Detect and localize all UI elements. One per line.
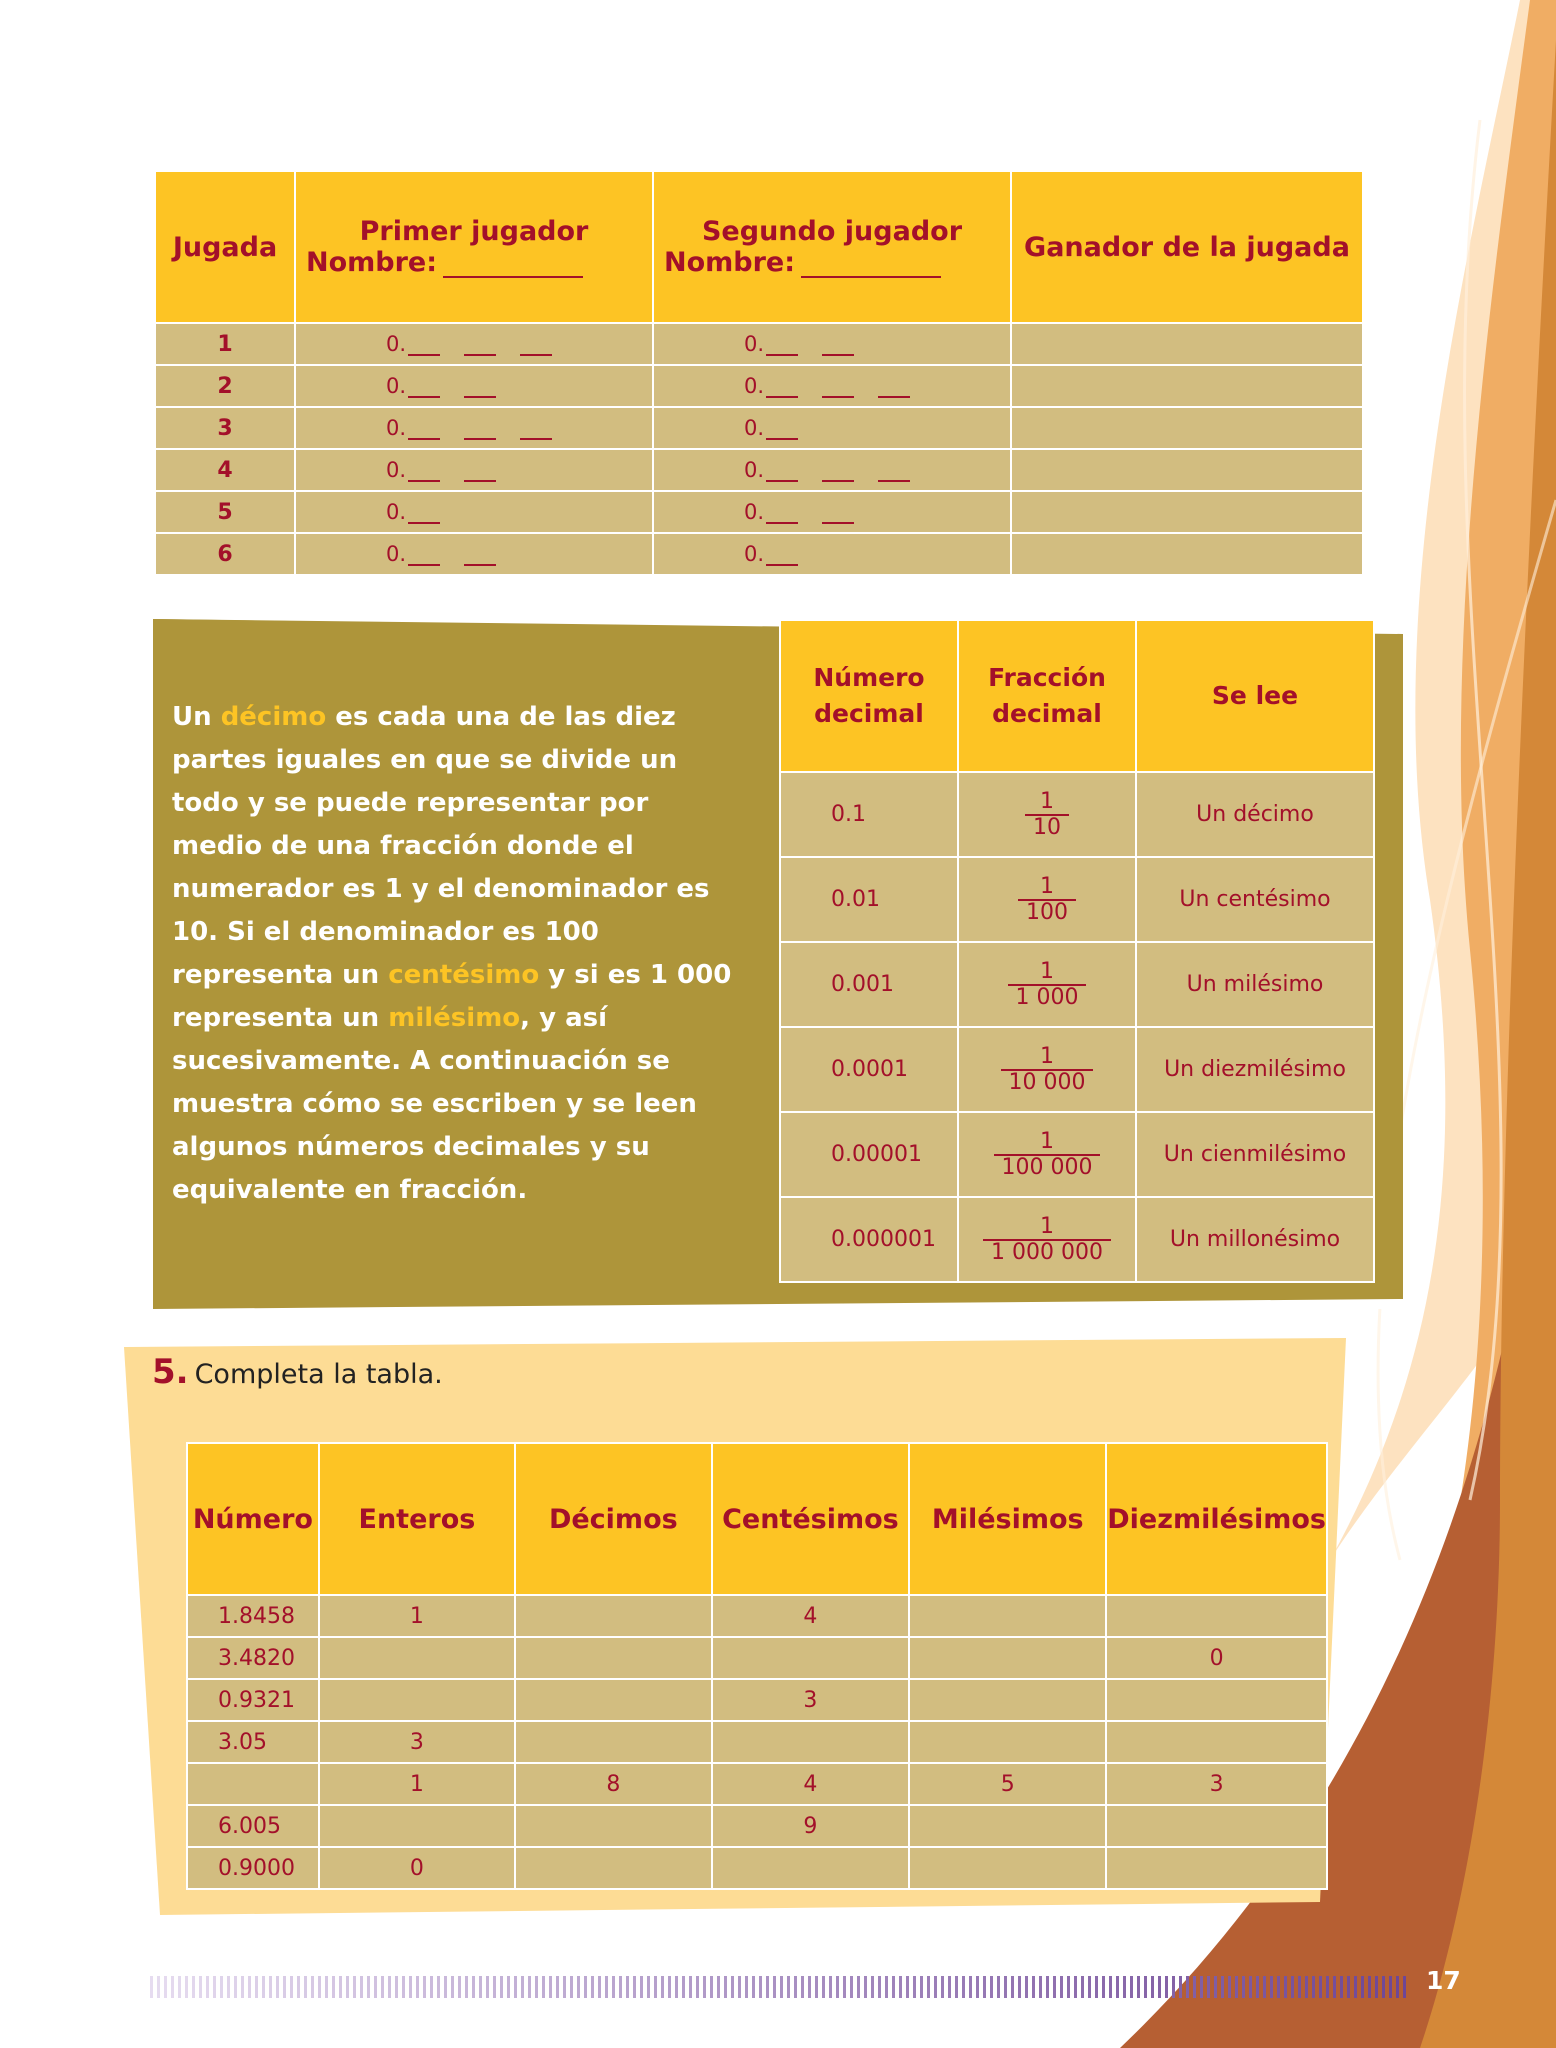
footer-stripe xyxy=(1032,1976,1035,1998)
footer-stripe xyxy=(339,1976,342,1998)
footer-stripe xyxy=(276,1976,279,1998)
play-number: 5 xyxy=(155,491,295,533)
header-decimal-number: Número decimal xyxy=(780,620,958,772)
exercise-cell[interactable] xyxy=(1106,1721,1327,1763)
footer-stripes xyxy=(150,1976,1415,1998)
second-player-name-label: Nombre: xyxy=(664,247,796,278)
footer-stripe xyxy=(682,1976,685,1998)
decimal-prefix: 0. xyxy=(386,374,407,398)
footer-stripe xyxy=(255,1976,258,1998)
footer-stripe xyxy=(696,1976,699,1998)
footer-stripe xyxy=(717,1976,720,1998)
footer-stripe xyxy=(514,1976,517,1998)
reading-text: Un diezmilésimo xyxy=(1136,1027,1374,1112)
footer-stripe xyxy=(689,1976,692,1998)
footer-stripe xyxy=(850,1976,853,1998)
footer-stripe xyxy=(479,1976,482,1998)
fraction-denominator: 1 000 000 xyxy=(991,1239,1103,1265)
decimal-prefix: 0. xyxy=(744,416,765,440)
header-jugada: Jugada xyxy=(155,171,295,323)
second-player-label: Segundo jugador xyxy=(701,216,963,247)
footer-stripe xyxy=(1305,1976,1308,1998)
fraction-numerator: 1 xyxy=(1018,875,1076,901)
exercise-row xyxy=(187,1595,1327,1637)
exercise-row xyxy=(187,1721,1327,1763)
footer-stripe xyxy=(1046,1976,1049,1998)
footer-stripe xyxy=(1123,1976,1126,1998)
footer-stripe xyxy=(724,1976,727,1998)
footer-stripe xyxy=(1116,1976,1119,1998)
header-reading: Se lee xyxy=(1136,620,1374,772)
footer-stripe xyxy=(892,1976,895,1998)
footer-stripe xyxy=(647,1976,650,1998)
footer-stripe xyxy=(731,1976,734,1998)
footer-stripe xyxy=(619,1976,622,1998)
footer-stripe xyxy=(1326,1976,1329,1998)
footer-stripe xyxy=(927,1976,930,1998)
footer-stripe xyxy=(570,1976,573,1998)
footer-stripe xyxy=(1214,1976,1217,1998)
footer-stripe xyxy=(1207,1976,1210,1998)
footer-stripe xyxy=(311,1976,314,1998)
exercise-cell[interactable] xyxy=(909,1847,1106,1889)
fraction-numerator: 1 xyxy=(1001,1045,1094,1071)
exercise-cell: 0 xyxy=(319,1847,515,1889)
fraction-denominator: 1 000 xyxy=(1015,984,1079,1010)
footer-stripe xyxy=(360,1976,363,1998)
footer-stripe xyxy=(598,1976,601,1998)
exercise-cell: 3 xyxy=(712,1679,910,1721)
footer-stripe xyxy=(787,1976,790,1998)
exercise-cell: 3.4820 xyxy=(187,1637,319,1679)
play-number: 3 xyxy=(155,407,295,449)
footer-stripe xyxy=(983,1976,986,1998)
fraction-denominator: 100 xyxy=(1026,899,1068,925)
footer-stripe xyxy=(626,1976,629,1998)
footer-stripe xyxy=(150,1976,153,1998)
reading-text: Un milésimo xyxy=(1136,942,1374,1027)
exercise-header-cell: Enteros xyxy=(319,1443,515,1595)
footer-stripe xyxy=(1382,1976,1385,1998)
footer-stripe xyxy=(1221,1976,1224,1998)
footer-stripe xyxy=(1095,1976,1098,1998)
decimal-prefix: 0. xyxy=(386,458,407,482)
footer-stripe xyxy=(444,1976,447,1998)
decimal-prefix: 0. xyxy=(744,332,765,356)
header-winner: Ganador de la jugada xyxy=(1011,171,1363,323)
footer-stripe xyxy=(1361,1976,1364,1998)
footer-stripe xyxy=(794,1976,797,1998)
exercise-cell: 9 xyxy=(712,1805,910,1847)
footer-stripe xyxy=(857,1976,860,1998)
footer-stripe xyxy=(1004,1976,1007,1998)
footer-stripe xyxy=(1340,1976,1343,1998)
footer-stripe xyxy=(262,1976,265,1998)
footer-stripe xyxy=(878,1976,881,1998)
exercise-header-cell: Centésimos xyxy=(712,1443,910,1595)
footer-stripe xyxy=(563,1976,566,1998)
footer-stripe xyxy=(227,1976,230,1998)
footer-stripe xyxy=(822,1976,825,1998)
exercise-cell: 0 xyxy=(1106,1637,1327,1679)
exercise-cell[interactable] xyxy=(1106,1847,1327,1889)
decimal-value: 0.00001 xyxy=(780,1112,958,1197)
exercise-cell: 4 xyxy=(712,1595,910,1637)
footer-stripe xyxy=(1053,1976,1056,1998)
footer-stripe xyxy=(1158,1976,1161,1998)
footer-stripe xyxy=(1319,1976,1322,1998)
decimal-value: 0.01 xyxy=(780,857,958,942)
footer-stripe xyxy=(773,1976,776,1998)
footer-stripe xyxy=(962,1976,965,1998)
exercise-cell[interactable] xyxy=(515,1637,712,1679)
highlight-centesimo: centésimo xyxy=(388,960,540,990)
exercise-cell: 4 xyxy=(712,1763,910,1805)
decimal-prefix: 0. xyxy=(386,500,407,524)
footer-stripe xyxy=(381,1976,384,1998)
exercise-cell[interactable] xyxy=(319,1805,515,1847)
footer-stripe xyxy=(395,1976,398,1998)
exercise-heading xyxy=(152,1352,443,1392)
footer-stripe xyxy=(955,1976,958,1998)
footer-stripe xyxy=(206,1976,209,1998)
exercise-header-cell: Milésimos xyxy=(909,1443,1106,1595)
footer-stripe xyxy=(213,1976,216,1998)
footer-stripe xyxy=(1291,1976,1294,1998)
footer-stripe xyxy=(934,1976,937,1998)
footer-stripe xyxy=(1354,1976,1357,1998)
footer-stripe xyxy=(1249,1976,1252,1998)
footer-stripe xyxy=(304,1976,307,1998)
header-decimal-fraction: Fracción decimal xyxy=(958,620,1136,772)
decimal-prefix: 0. xyxy=(386,542,407,566)
exercise-header-cell: Décimos xyxy=(515,1443,712,1595)
exercise-cell: 1.8458 xyxy=(187,1595,319,1637)
first-player-name-label: Nombre: xyxy=(306,247,438,278)
footer-stripe xyxy=(1368,1976,1371,1998)
first-player-label: Primer jugador xyxy=(359,216,589,247)
footer-stripe xyxy=(451,1976,454,1998)
exercise-cell: 0.9321 xyxy=(187,1679,319,1721)
footer-stripe xyxy=(332,1976,335,1998)
footer-stripe xyxy=(836,1976,839,1998)
exercise-cell[interactable] xyxy=(712,1847,910,1889)
footer-stripe xyxy=(388,1976,391,1998)
footer-stripe xyxy=(535,1976,538,1998)
reading-text: Un centésimo xyxy=(1136,857,1374,942)
exercise-cell[interactable] xyxy=(187,1763,319,1805)
exercise-header-cell: Diezmilésimos xyxy=(1106,1443,1327,1595)
decimal-value: 0.000001 xyxy=(780,1197,958,1282)
footer-stripe xyxy=(465,1976,468,1998)
exercise-table-header xyxy=(187,1443,1327,1595)
exercise-cell: 1 xyxy=(319,1595,515,1637)
footer-stripe xyxy=(430,1976,433,1998)
reading-text: Un cienmilésimo xyxy=(1136,1112,1374,1197)
footer-stripe xyxy=(976,1976,979,1998)
exercise-cell[interactable] xyxy=(515,1679,712,1721)
decimal-prefix: 0. xyxy=(744,458,765,482)
decimal-value: 0.1 xyxy=(780,772,958,857)
decimal-prefix: 0. xyxy=(744,542,765,566)
footer-stripe xyxy=(1151,1976,1154,1998)
footer-stripe xyxy=(185,1976,188,1998)
footer-stripe xyxy=(1165,1976,1168,1998)
decimal-prefix: 0. xyxy=(386,332,407,356)
footer-stripe xyxy=(577,1976,580,1998)
exercise-instruction: Completa la tabla. xyxy=(194,1359,443,1390)
exercise-row xyxy=(187,1637,1327,1679)
info-paragraph: Un décimo es cada una de las diez partes iguales en que se divide un todo y se puede representar por medio de una fracción donde el numerador es 1 y el denominador es 10. Si el denominador es 100 representa un centésimo y si es 1 000 representa un milésimo, y así sucesivamente. A continuación se muestra cómo se escriben y se leen algunos números decimales y su equivalente en fracción. xyxy=(172,702,732,1205)
exercise-cell[interactable] xyxy=(909,1595,1106,1637)
exercise-table-body xyxy=(187,1595,1327,1889)
footer-stripe xyxy=(885,1976,888,1998)
exercise-cell: 5 xyxy=(909,1763,1106,1805)
exercise-cell: 0.9000 xyxy=(187,1847,319,1889)
exercise-row xyxy=(187,1805,1327,1847)
footer-stripe xyxy=(654,1976,657,1998)
exercise-cell: 3 xyxy=(319,1721,515,1763)
exercise-cell[interactable] xyxy=(1106,1679,1327,1721)
fraction-denominator: 100 000 xyxy=(1001,1154,1093,1180)
footer-stripe xyxy=(1172,1976,1175,1998)
exercise-cell[interactable] xyxy=(712,1637,910,1679)
footer-stripe xyxy=(829,1976,832,1998)
footer-stripe xyxy=(1081,1976,1084,1998)
footer-stripe xyxy=(1130,1976,1133,1998)
footer-stripe xyxy=(542,1976,545,1998)
footer-stripe xyxy=(1011,1976,1014,1998)
exercise-cell[interactable] xyxy=(909,1721,1106,1763)
footer-stripe xyxy=(899,1976,902,1998)
footer-stripe xyxy=(808,1976,811,1998)
footer-stripe xyxy=(325,1976,328,1998)
footer-stripe xyxy=(1179,1976,1182,1998)
exercise-cell[interactable] xyxy=(319,1679,515,1721)
exercise-cell[interactable] xyxy=(712,1721,910,1763)
footer-stripe xyxy=(192,1976,195,1998)
footer-stripe xyxy=(556,1976,559,1998)
footer-stripe xyxy=(241,1976,244,1998)
footer-stripe xyxy=(353,1976,356,1998)
footer-stripe xyxy=(1144,1976,1147,1998)
footer-stripe xyxy=(1025,1976,1028,1998)
footer-stripe xyxy=(486,1976,489,1998)
footer-stripe xyxy=(1396,1976,1399,1998)
exercise-row xyxy=(187,1847,1327,1889)
footer-stripe xyxy=(1235,1976,1238,1998)
footer-stripe xyxy=(283,1976,286,1998)
footer-stripe xyxy=(1333,1976,1336,1998)
footer-stripe xyxy=(416,1976,419,1998)
footer-stripe xyxy=(1018,1976,1021,1998)
decimal-value: 0.001 xyxy=(780,942,958,1027)
footer-stripe xyxy=(661,1976,664,1998)
exercise-cell[interactable] xyxy=(909,1805,1106,1847)
footer-stripe xyxy=(199,1976,202,1998)
footer-stripe xyxy=(745,1976,748,1998)
footer-stripe xyxy=(752,1976,755,1998)
footer-stripe xyxy=(1039,1976,1042,1998)
footer-stripe xyxy=(815,1976,818,1998)
footer-stripe xyxy=(906,1976,909,1998)
footer-stripe xyxy=(171,1976,174,1998)
footer-stripe xyxy=(234,1976,237,1998)
footer-stripe xyxy=(913,1976,916,1998)
footer-stripe xyxy=(1389,1976,1392,1998)
footer-stripe xyxy=(521,1976,524,1998)
exercise-cell[interactable] xyxy=(515,1721,712,1763)
footer-stripe xyxy=(472,1976,475,1998)
exercise-cell[interactable] xyxy=(515,1847,712,1889)
footer-stripe xyxy=(1186,1976,1189,1998)
footer-stripe xyxy=(1403,1976,1406,1998)
exercise-cell: 1 xyxy=(319,1763,515,1805)
footer-stripe xyxy=(1242,1976,1245,1998)
footer-stripe xyxy=(1375,1976,1378,1998)
footer-stripe xyxy=(1074,1976,1077,1998)
footer-stripe xyxy=(507,1976,510,1998)
footer-stripe xyxy=(1270,1976,1273,1998)
footer-stripe xyxy=(220,1976,223,1998)
footer-stripe xyxy=(703,1976,706,1998)
reading-text: Un millonésimo xyxy=(1136,1197,1374,1282)
exercise-cell: 3.05 xyxy=(187,1721,319,1763)
play-number: 1 xyxy=(155,323,295,365)
footer-stripe xyxy=(423,1976,426,1998)
footer-stripe xyxy=(1067,1976,1070,1998)
footer-stripe xyxy=(1060,1976,1063,1998)
exercise-cell[interactable] xyxy=(515,1595,712,1637)
footer-stripe xyxy=(612,1976,615,1998)
highlight-decimo: décimo xyxy=(220,702,327,732)
play-number: 6 xyxy=(155,533,295,575)
footer-stripe xyxy=(871,1976,874,1998)
footer-stripe xyxy=(1228,1976,1231,1998)
reading-text: Un décimo xyxy=(1136,772,1374,857)
footer-stripe xyxy=(640,1976,643,1998)
footer-stripe xyxy=(843,1976,846,1998)
footer-stripe xyxy=(493,1976,496,1998)
footer-stripe xyxy=(801,1976,804,1998)
footer-stripe xyxy=(1256,1976,1259,1998)
footer-stripe xyxy=(759,1976,762,1998)
footer-stripe xyxy=(948,1976,951,1998)
footer-stripe xyxy=(346,1976,349,1998)
footer-stripe xyxy=(164,1976,167,1998)
footer-stripe xyxy=(1277,1976,1280,1998)
exercise-cell[interactable] xyxy=(1106,1595,1327,1637)
footer-stripe xyxy=(1347,1976,1350,1998)
footer-stripe xyxy=(969,1976,972,1998)
footer-stripe xyxy=(549,1976,552,1998)
footer-stripe xyxy=(920,1976,923,1998)
exercise-row xyxy=(187,1679,1327,1721)
fraction-denominator: 10 000 xyxy=(1008,1069,1086,1095)
exercise-cell[interactable] xyxy=(909,1679,1106,1721)
play-number: 4 xyxy=(155,449,295,491)
footer-stripe xyxy=(591,1976,594,1998)
decimal-value: 0.0001 xyxy=(780,1027,958,1112)
exercise-number: 5. xyxy=(152,1352,189,1392)
footer-stripe xyxy=(864,1976,867,1998)
footer-stripe xyxy=(1298,1976,1301,1998)
page-number: 17 xyxy=(1426,1966,1461,1995)
footer-stripe xyxy=(584,1976,587,1998)
exercise-cell: 6.005 xyxy=(187,1805,319,1847)
decimal-prefix: 0. xyxy=(744,374,765,398)
footer-stripe xyxy=(1088,1976,1091,1998)
footer-stripe xyxy=(605,1976,608,1998)
footer-stripe xyxy=(528,1976,531,1998)
footer-stripe xyxy=(409,1976,412,1998)
footer-stripe xyxy=(374,1976,377,1998)
footer-stripe xyxy=(269,1976,272,1998)
footer-stripe xyxy=(1102,1976,1105,1998)
footer-stripe xyxy=(668,1976,671,1998)
exercise-cell: 3 xyxy=(1106,1763,1327,1805)
footer-stripe xyxy=(1312,1976,1315,1998)
footer-stripe xyxy=(997,1976,1000,1998)
footer-stripe xyxy=(248,1976,251,1998)
decimal-prefix: 0. xyxy=(386,416,407,440)
footer-stripe xyxy=(157,1976,160,1998)
footer-stripe xyxy=(1200,1976,1203,1998)
footer-stripe xyxy=(290,1976,293,1998)
footer-stripe xyxy=(941,1976,944,1998)
footer-stripe xyxy=(178,1976,181,1998)
exercise-cell[interactable] xyxy=(515,1805,712,1847)
fraction-denominator: 10 xyxy=(1033,814,1061,840)
exercise-cell[interactable] xyxy=(319,1637,515,1679)
footer-stripe xyxy=(1137,1976,1140,1998)
play-number: 2 xyxy=(155,365,295,407)
footer-stripe xyxy=(1193,1976,1196,1998)
fraction-numerator: 1 xyxy=(983,1215,1111,1241)
fraction-numerator: 1 xyxy=(1008,960,1087,986)
footer-stripe xyxy=(633,1976,636,1998)
footer-stripe xyxy=(675,1976,678,1998)
highlight-milesimo: milésimo xyxy=(388,1003,521,1033)
footer-stripe xyxy=(297,1976,300,1998)
exercise-header-cell: Número xyxy=(187,1443,319,1595)
footer-stripe xyxy=(1263,1976,1266,1998)
footer-stripe xyxy=(318,1976,321,1998)
footer-stripe xyxy=(437,1976,440,1998)
exercise-table xyxy=(186,1442,1328,1890)
exercise-cell[interactable] xyxy=(909,1637,1106,1679)
footer-stripe xyxy=(367,1976,370,1998)
exercise-cell[interactable] xyxy=(1106,1805,1327,1847)
footer-stripe xyxy=(780,1976,783,1998)
fraction-numerator: 1 xyxy=(994,1130,1101,1156)
decimal-prefix: 0. xyxy=(744,500,765,524)
footer-stripe xyxy=(766,1976,769,1998)
footer-stripe xyxy=(738,1976,741,1998)
footer-stripe xyxy=(458,1976,461,1998)
exercise-cell: 8 xyxy=(515,1763,712,1805)
footer-stripe xyxy=(710,1976,713,1998)
exercise-row xyxy=(187,1763,1327,1805)
footer-stripe xyxy=(1284,1976,1287,1998)
footer-stripe xyxy=(402,1976,405,1998)
footer-stripe xyxy=(500,1976,503,1998)
footer-stripe xyxy=(1109,1976,1112,1998)
fraction-numerator: 1 xyxy=(1025,790,1069,816)
footer-stripe xyxy=(990,1976,993,1998)
